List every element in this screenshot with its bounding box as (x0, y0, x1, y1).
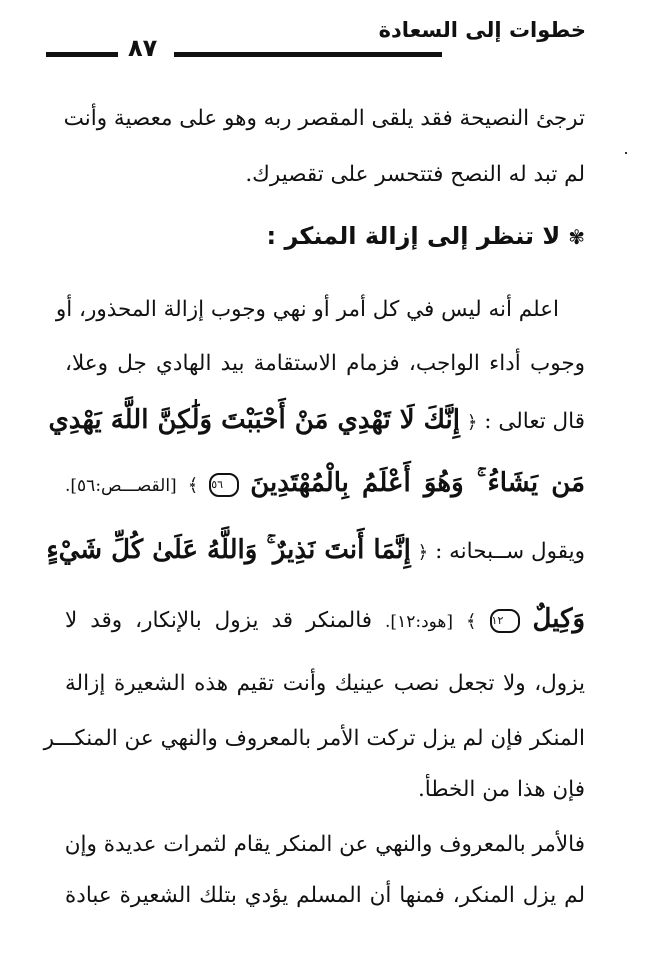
text-line-7 (46, 533, 585, 570)
header-rule-left (46, 52, 118, 57)
text-line-8 (65, 602, 585, 639)
text-line-8-rest: فالمنكر قد يزول بالإنكار، وقد لا (65, 608, 373, 633)
page-number: ٨٧ (128, 34, 158, 62)
verse-intro: ويقول ســبحانه : (435, 539, 585, 564)
text-line-11: فإن هذا من الخطأ. (417, 777, 585, 802)
section-heading (267, 222, 586, 250)
scan-speck (625, 152, 627, 154)
text-line-9: يزول، ولا تجعل نصب عينيك وأنت تقيم هذه الشعيرة إزالة (65, 671, 585, 696)
text-line-1: ترجئ النصيحة فقد يلقى المقصر ربه وهو على معصية وأنت (63, 106, 585, 131)
text-line-10: المنكر فإن لم يزل تركت الأمر بالمعروف والنهي عن المنكـــر (43, 726, 585, 751)
flower-bullet-icon: ✾ (568, 225, 585, 249)
verse-close-bracket: ﴾ (187, 475, 199, 496)
text-line-4: وجوب أداء الواجب، فزمام الاستقامة بيد الهادي جل وعلا، (65, 351, 585, 376)
verse-open-bracket: ﴿ (417, 542, 429, 563)
text-line-2: لم تبد له النصح فتتحسر على تقصيرك. (245, 162, 585, 187)
verse-intro: قال تعالى : (484, 409, 585, 434)
verse-reference: [هود:١٢]. (385, 612, 454, 632)
verse-reference: [القصـــص:٥٦]. (65, 476, 177, 496)
header-rule-right (174, 52, 442, 57)
quran-verse-part-2: مَن يَشَاءُ ۚ وَهُوَ أَعْلَمُ بِالْمُهْتَدِينَ (250, 468, 585, 498)
text-line-5 (48, 403, 585, 440)
verse-open-bracket: ﴿ (466, 412, 478, 433)
verse-number-marker: ٥٦ (209, 473, 239, 497)
verse-number-marker: ١٢ (490, 609, 520, 633)
quran-verse-part-2: وَكِيلٌ (532, 604, 586, 634)
text-line-13: لم يزل المنكر، فمنها أن المسلم يؤدي بتلك الشعيرة عبادة (65, 883, 585, 908)
page-header (46, 14, 586, 60)
quran-verse-part-1: إِنَّكَ لَا تَهْدِي مَنْ أَحْبَبْتَ وَلَٰكِنَّ اللَّهَ يَهْدِي (48, 405, 461, 435)
text-line-6 (65, 466, 585, 503)
text-line-12: فالأمر بالمعروف والنهي عن المنكر يقام لثمرات عديدة وإن (64, 832, 585, 857)
running-title: خطوات إلى السعادة (378, 18, 586, 42)
section-heading-text: لا تنظر إلى إزالة المنكر : (266, 222, 561, 250)
quran-verse-part-1: إِنَّمَا أَنتَ نَذِيرٌ ۚ وَاللَّهُ عَلَىٰ كُلِّ شَيْءٍ (46, 535, 411, 565)
text-line-3: اعلم أنه ليس في كل أمر أو نهي وجوب إزالة المحذور، أو (55, 297, 559, 322)
verse-close-bracket: ﴾ (466, 611, 477, 632)
